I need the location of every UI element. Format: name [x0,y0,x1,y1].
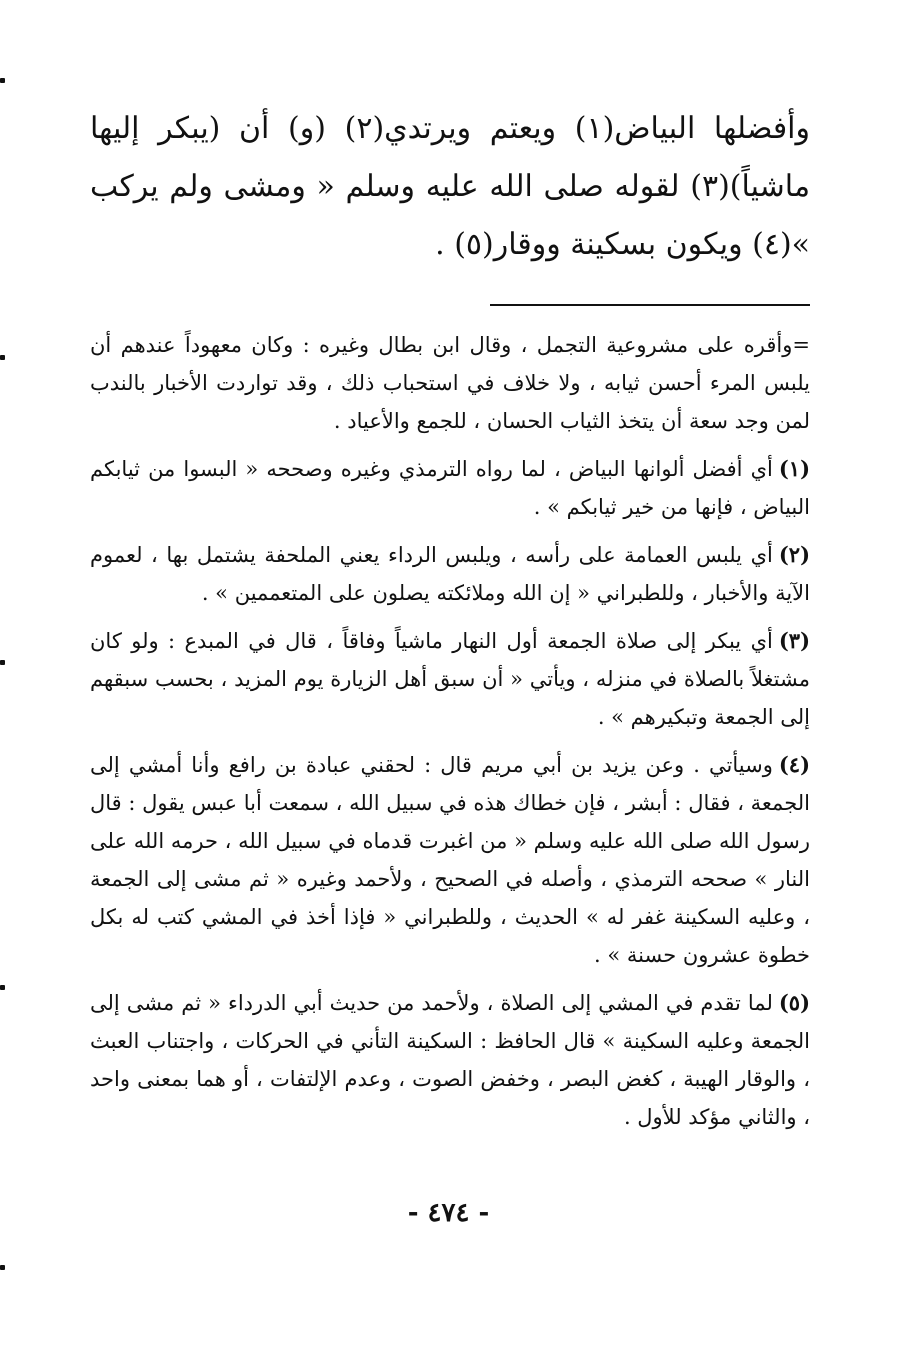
footnote-continuation: =وأقره على مشروعية التجمل ، وقال ابن بطال وغيره : وكان معهوداً عندهم أن يلبس المرء أحسن ثيابه ، ولا خلاف في استحباب ذلك ، وقد تواردت الأخبار بالندب لمن وجد سعة أن يتخذ الثياب الحسان ، للجمع والأعياد . [90,333,810,433]
footnote-text: لما تقدم في المشي إلى الصلاة ، ولأحمد من حديث أبي الدرداء « ثم مشى إلى الجمعة وعليه السكينة » قال الحافظ : السكينة التأني في الحركات ، واجتناب العبث ، والوقار الهيبة ، كغض البصر ، وخفض الصوت ، وعدم الإلتفات ، أو هما بمعنى واحد ، والثاني مؤكد للأول . [90,991,810,1129]
margin-mark-lower [0,660,5,665]
footnote-text: وسيأتي . وعن يزيد بن أبي مريم قال : لحقني عبادة بن رافع وأنا أمشي إلى الجمعة ، فقال : أبشر ، فإن خطاك هذه في سبيل الله ، سمعت أبا عبس يقول : قال رسول الله صلى الله عليه وسلم « من اغبرت قدماه في سبيل الله ، حرمه الله على النار » صححه الترمذي ، وأصله في الصحيح ، ولأحمد وغيره « ثم مشى إلى الجمعة ، وعليه السكينة غفر له » الحديث ، وللطبراني « فإذا أخذ في المشي كتب له بكل خطوة عشرون حسنة » . [90,753,810,967]
main-text: وأفضلها البياض(١) ويعتم ويرتدي(٢) (و) أن (يبكر إليها ماشياً)(٣) لقوله صلى الله عليه وسلم « ومشى ولم يركب »(٤) ويكون بسكينة ووقار(٥) . [90,111,811,262]
footnote-number: (٣) [778,628,810,653]
footnote-2 [90,536,810,612]
footnote-number: (١) [778,456,810,481]
footnote-divider [490,304,810,306]
footnote-text: أي أفضل ألوانها البياض ، لما رواه الترمذي وغيره وصححه « البسوا من ثيابكم البياض ، فإنها من خير ثيابكم » . [90,457,810,519]
footnote-number: (٤) [778,752,810,777]
margin-mark-middle [0,355,5,360]
footnote-number: (٢) [778,542,810,567]
page-body [90,100,810,1146]
footnote-text: أي يبكر إلى صلاة الجمعة أول النهار ماشياً وفاقاً ، قال في المبدع : ولو كان مشتغلاً بالصلاة في منزله ، ويأتي « أن سبق أهل الزيارة يوم المزيد ، بحسب سبقهم إلى الجمعة وتبكيرهم » . [90,629,810,729]
footnote-number: (٥) [778,990,810,1015]
margin-mark-end [0,1265,5,1270]
page-number: - ٤٧٤ - [407,1198,490,1228]
margin-mark-top [0,78,5,83]
margin-mark-bottom [0,985,5,990]
footnote-text: أي يلبس العمامة على رأسه ، ويلبس الرداء يعني الملحفة يشتمل بها ، لعموم الآية والأخبار ، وللطبراني « إن الله وملائكته يصلون على المتعممين » . [90,543,810,605]
footnote-4 [90,746,810,974]
footnote-3 [90,622,810,736]
footnote-5 [90,984,810,1136]
footnote-1 [90,450,810,526]
